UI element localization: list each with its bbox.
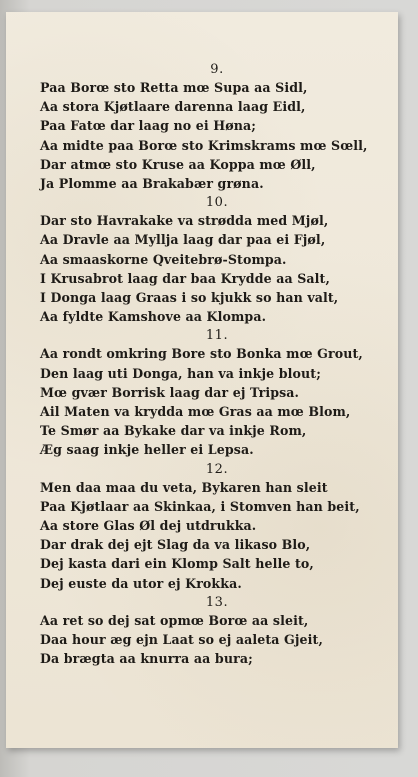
- stanza-number: 12.: [205, 461, 229, 477]
- poem-line: Aa Dravle aa Myllja laag dar paa ei Fjøl,: [40, 232, 326, 248]
- poem-line: Ja Plomme aa Brakabær grøna.: [40, 176, 264, 192]
- poem-line: Aa smaaskorne Qveitebrø-Stompa.: [40, 251, 287, 267]
- poem-line: I Donga laag Graas i so kjukk so han valt,: [40, 290, 339, 306]
- poem-line: Ail Maten va krydda mœ Gras aa mœ Blom,: [40, 404, 351, 420]
- poem-line: Paa Borœ sto Retta mœ Supa aa Sidl,: [40, 80, 308, 95]
- poem-line: Aa stora Kjøtlaare darenna laag Eidl,: [40, 99, 306, 115]
- poem-line: Aa midte paa Borœ sto Krimskrams mœ Sœll,: [40, 137, 368, 153]
- poem-line: Paa Fatœ dar laag no ei Høna;: [40, 118, 256, 134]
- poem-line: Aa rondt omkring Bore sto Bonka mœ Grout,: [40, 346, 363, 362]
- stanza-12: [40, 462, 394, 593]
- poem-line: Dar drak dej ejt Slag da va likaso Blo,: [40, 537, 311, 553]
- poem-line: Den laag uti Donga, han va inkje blout;: [40, 365, 321, 381]
- stanza-9: [40, 62, 394, 193]
- poem-line: Dar sto Havrakake va strødda med Mjøl,: [40, 213, 329, 229]
- poem-line: Men daa maa du veta, Bykaren han sleit: [40, 479, 328, 495]
- stanza-10: [40, 195, 394, 326]
- poem-line: I Krusabrot laag dar baa Krydde aa Salt,: [40, 270, 330, 286]
- poem-line: Daa hour æg ejn Laat so ej aaleta Gjeit,: [40, 632, 323, 648]
- stanza-13: [40, 595, 394, 669]
- stanza-number: 10.: [205, 195, 229, 211]
- poem-line: Da brægta aa knurra aa bura;: [40, 651, 253, 667]
- poem-line: Aa ret so dej sat opmœ Borœ aa sleit,: [40, 612, 309, 628]
- poem-text: [40, 62, 394, 670]
- poem-line: Paa Kjøtlaar aa Skinkaa, i Stomven han beit,: [40, 498, 360, 514]
- stanza-number: 13.: [205, 594, 229, 610]
- poem-line: Mœ gvær Borrisk laag dar ej Tripsa.: [40, 384, 300, 400]
- poem-line: Dar atmœ sto Kruse aa Koppa mœ Øll,: [40, 156, 316, 172]
- poem-line: Dej euste da utor ej Krokka.: [40, 575, 242, 591]
- poem-line: Te Smør aa Bykake dar va inkje Rom,: [40, 423, 307, 439]
- stanza-11: [40, 328, 394, 459]
- poem-line: Dej kasta dari ein Klomp Salt helle to,: [40, 556, 314, 572]
- stanza-number: 11.: [205, 328, 229, 344]
- poem-line: Aa store Glas Øl dej utdrukka.: [40, 518, 257, 534]
- stanza-number: 9.: [210, 62, 224, 77]
- poem-line: Aa fyldte Kamshove aa Klompa.: [40, 309, 267, 325]
- poem-line: Æg saag inkje heller ei Lepsa.: [40, 442, 254, 458]
